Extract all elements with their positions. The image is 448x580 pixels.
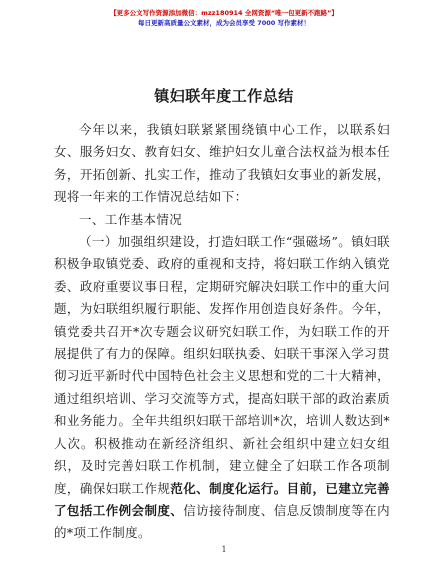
document-body bbox=[54, 119, 390, 545]
section-heading: 一、工作基本情况 bbox=[79, 211, 183, 227]
promo-banner-line1: 【更多公文写作资源添加微信：mzz180914 全网资源“唯一包更新不跑路”】 bbox=[110, 9, 338, 17]
paragraph-bold-text: 范化、制度化运行。目前，已建立完善了包括工作例会制度、 bbox=[54, 480, 390, 518]
page-number: 1 bbox=[221, 545, 227, 554]
paragraph-text-end: 信访接待制度、信息反馈制度等在内的*项工作制度。 bbox=[54, 502, 390, 541]
intro-paragraph: 今年以来，我镇妇联紧紧围绕镇中心工作，以联系妇女、服务妇女、教育妇女、维护妇女儿童合法权益为根本任务，开拓创新、扎实工作，推动了我镇妇女事业的新发展，现将一年来的工作情况总结如下： bbox=[54, 122, 390, 205]
document-title: 镇妇联年度工作总结 bbox=[154, 87, 294, 105]
organization-paragraph bbox=[54, 231, 390, 545]
paragraph-text: （一）加强组织建设，打造妇联工作“强磁场”。镇妇联积极争取镇党委、政府的重视和支持，将妇联工作纳入镇党委、政府重要议事日程，定期研究解决妇联工作中的重大问题，为妇联组织履行职能、发挥作用创造良好条件。今年，镇党委共召开*次专题会议研究妇联工作，为妇联工作的开展提供了有力的保障。组织妇联执委、妇联干事深入学习贯彻习近平新时代中国特色社会主义思想和党的二十大精神，通过组织培训、学习交流等方式，提高妇联干部的政治素质和业务能力。全年共组织妇联干部培训*次，培训人数达到*人次。积极推动在新经济组织、新社会组织中建立妇女组织，及时完善妇联工作机制，建立健全了妇联工作各项制度，确保妇联工作规 bbox=[54, 234, 390, 496]
promo-banner bbox=[0, 8, 448, 28]
promo-banner-line2: 每日更新高质量公文素材，成为会员享受 7000 写作素材！ bbox=[137, 19, 311, 27]
